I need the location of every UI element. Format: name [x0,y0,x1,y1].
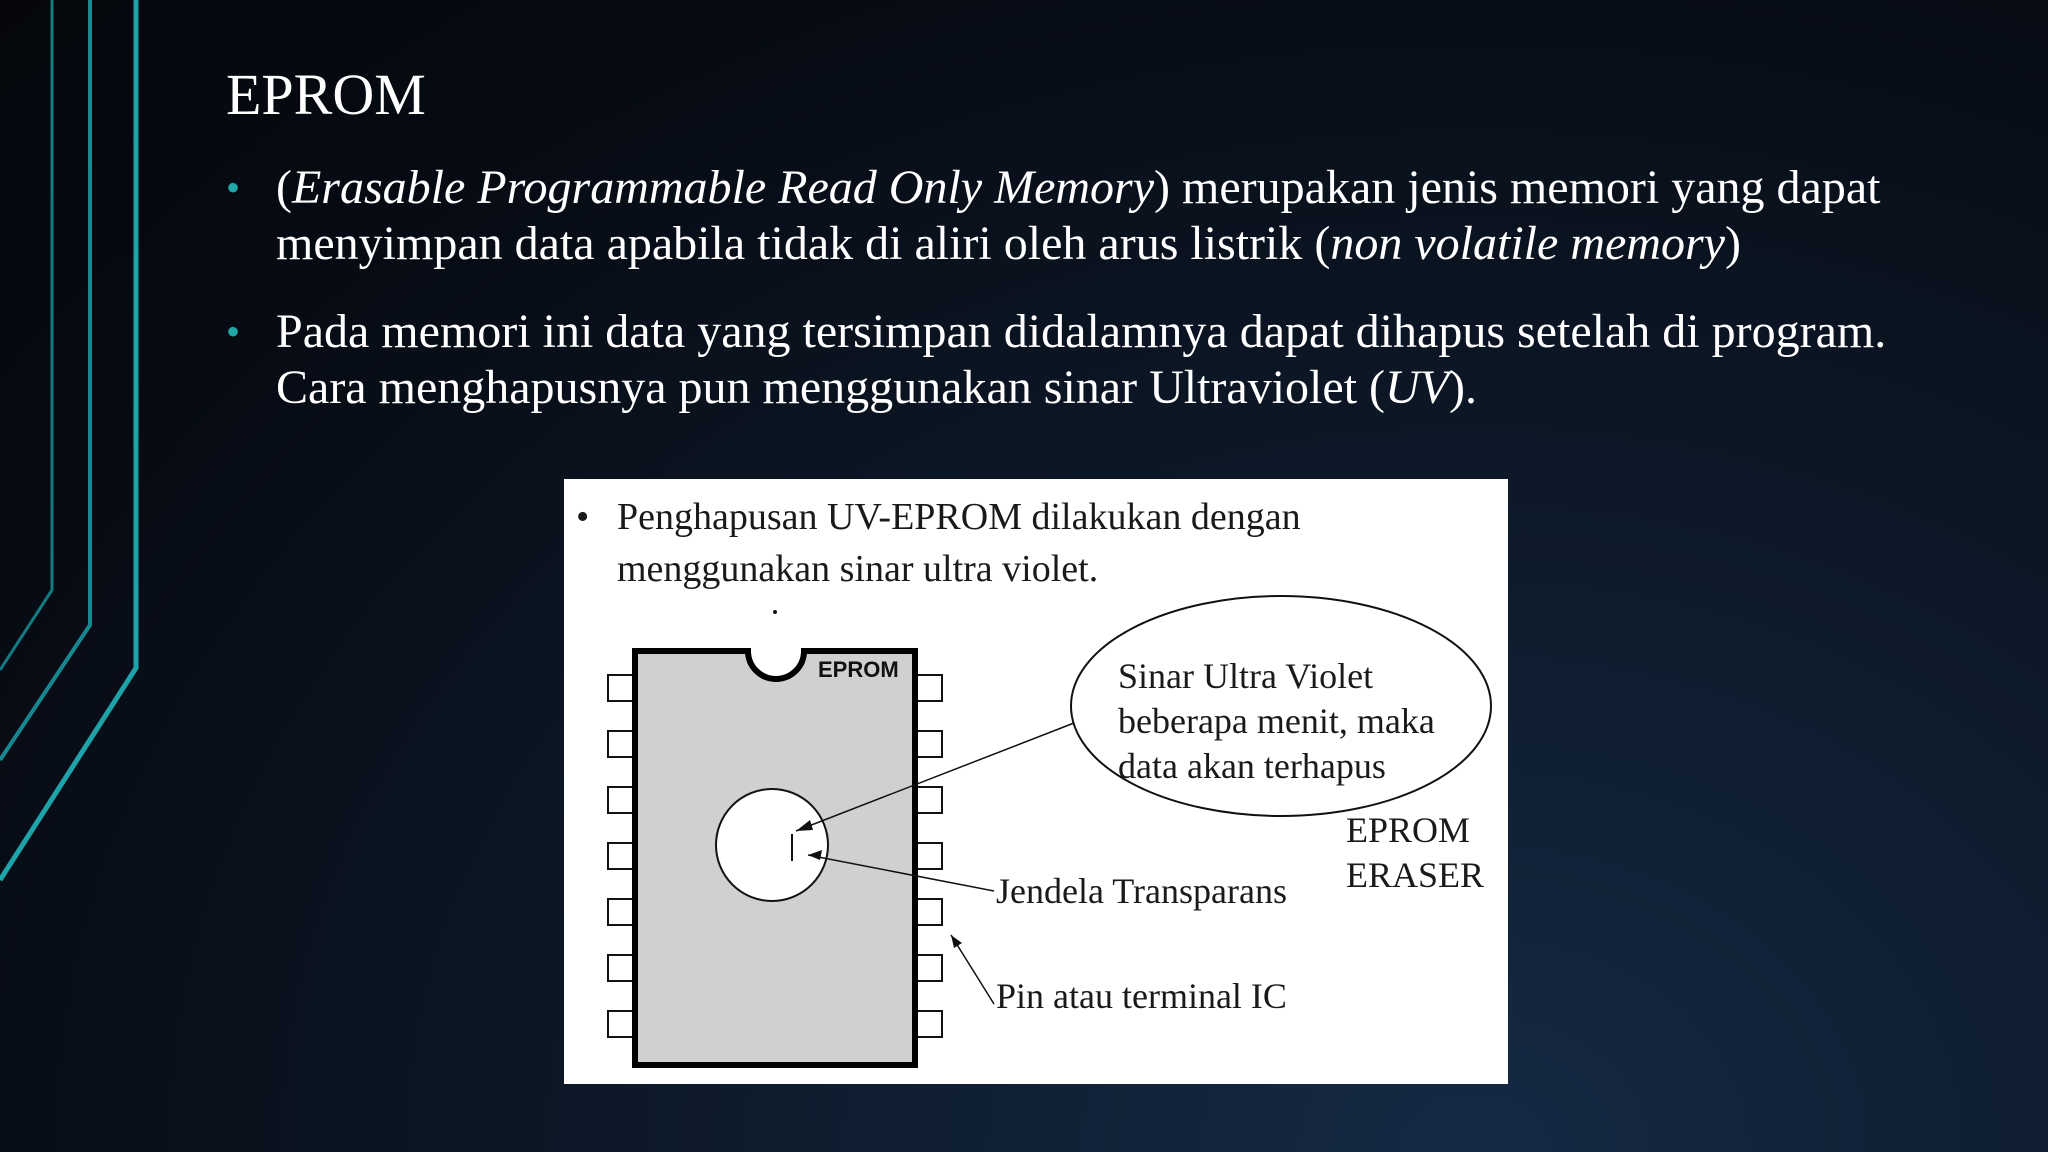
chip-label: EPROM [818,657,899,682]
callout-line-1: Sinar Ultra Violet [1118,656,1374,696]
eraser-label-line-2: ERASER [1346,855,1485,895]
callout-line-3: data akan terhapus [1118,746,1386,786]
bullet-text-part: ). [1449,361,1477,414]
pin-label: Pin atau terminal IC [996,976,1287,1016]
bullet-marker: • [226,165,241,210]
intro-bullet: • [576,496,590,538]
eprom-diagram-figure [564,479,1508,1084]
bullet-text-part: ) merupakan jenis memori yang dapat menyimpan data apabila tidak di aliri oleh arus listrik ( [276,161,1881,270]
bullet-item-erasing [226,304,1926,416]
bullet-list [226,160,1926,448]
window-label: Jendela Transparans [996,871,1287,911]
decorative-teal-lines [0,0,160,1152]
bullet-text-part: ) [1724,217,1741,270]
bullet-item-definition [226,160,1926,272]
slide-title: EPROM [226,62,426,127]
bullet-text-part: Pada memori ini data yang tersimpan didalamnya dapat dihapus setelah di program. Cara menghapusnya pun menggunakan sinar Ultraviolet ( [276,305,1887,414]
bullet-text-italic: UV [1385,361,1449,414]
eraser-label-line-1: EPROM [1346,810,1471,850]
left-pins [608,675,634,1037]
intro-line-1: Penghapusan UV-EPROM dilakukan dengan [617,496,1301,538]
bullet-text-italic: Erasable Programmable Read Only Memory [291,161,1155,214]
right-pins [916,675,942,1037]
intro-line-2: menggunakan sinar ultra violet. [617,548,1099,590]
callout-line-2: beberapa menit, maka [1118,701,1435,741]
transparent-window [716,789,828,901]
bullet-text-part: ( [276,161,292,214]
bullet-marker: • [226,309,241,354]
bullet-text-italic: non volatile memory [1330,217,1725,270]
